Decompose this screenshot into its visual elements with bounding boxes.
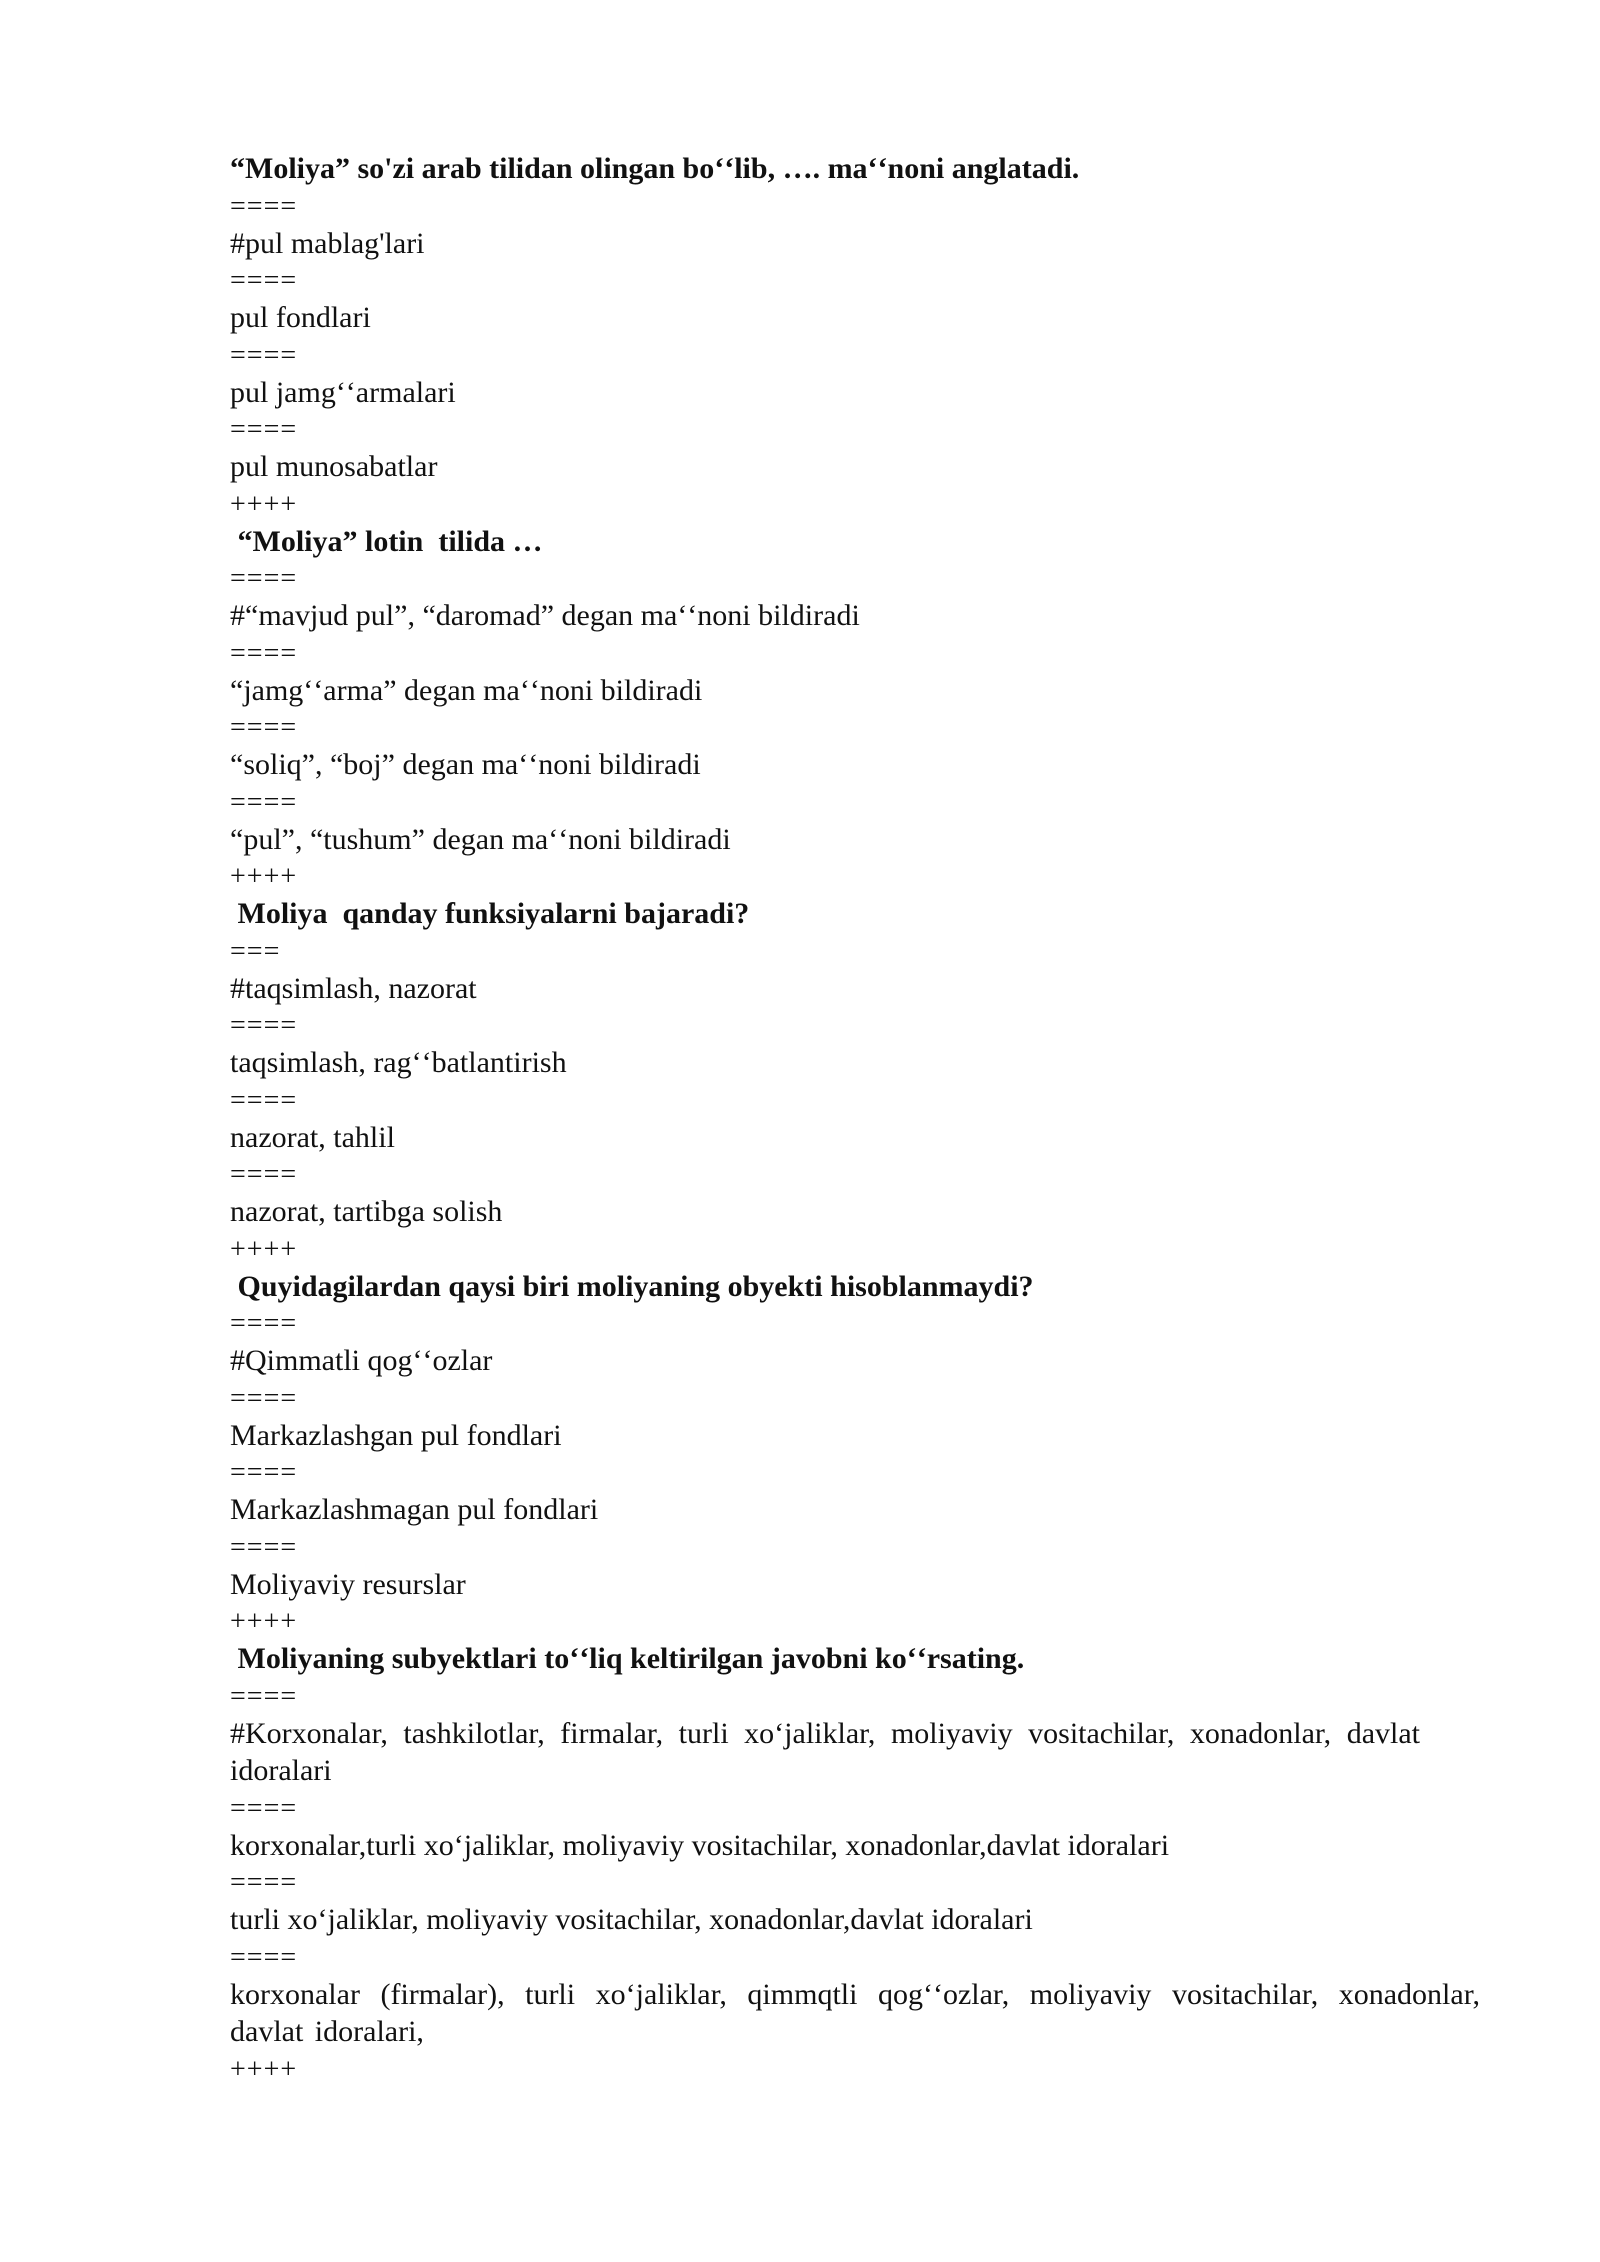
answer-separator: ==== xyxy=(230,1308,298,1339)
answer-separator: ==== xyxy=(230,1457,298,1488)
answer-4-4: Moliyaviy resurslar xyxy=(230,1567,466,1601)
answer-separator: === xyxy=(230,935,281,967)
answer-3-4: nazorat, tartibga solish xyxy=(230,1195,503,1228)
document-page xyxy=(230,150,1500,2088)
answer-separator: ==== xyxy=(230,1084,298,1116)
answer-3-2: taqsimlash, ragʻʻbatlantirish xyxy=(230,1046,567,1079)
question-end-marker: ++++ xyxy=(230,861,298,892)
answer-separator: ==== xyxy=(230,1941,298,1973)
question-end-marker: ++++ xyxy=(230,488,298,520)
question-4: Quyidagilardan qaysi biri moliyaning obyekti hisoblanmaydi? xyxy=(230,1269,1034,1303)
answer-4-1: #Qimmatli qogʻʻozlar xyxy=(230,1344,493,1377)
answer-4-2: Markazlashgan pul fondlari xyxy=(230,1418,562,1452)
answer-2-4: “pul”, “tushum” degan maʻʻnoni bildiradi xyxy=(230,822,731,856)
answer-separator: ==== xyxy=(230,1867,298,1898)
answer-1-2: pul fondlari xyxy=(230,301,371,334)
answer-2-3: “soliq”, “boj” degan maʻʻnoni bildiradi xyxy=(230,748,701,781)
answer-separator: ==== xyxy=(230,339,298,371)
answer-separator: ==== xyxy=(230,1680,298,1712)
answer-1-1: #pul mablag'lari xyxy=(230,226,425,260)
answer-1-4: pul munosabatlar xyxy=(230,450,438,483)
question-end-marker: ++++ xyxy=(230,1606,298,1637)
answer-separator: ==== xyxy=(230,414,298,445)
answer-1-3: pul jamgʻʻarmalari xyxy=(230,375,456,409)
answer-3-1: #taqsimlash, nazorat xyxy=(230,971,477,1005)
answer-separator: ==== xyxy=(230,1531,298,1563)
question-2: “Moliya” lotin tilida … xyxy=(230,524,543,558)
question-end-marker: ++++ xyxy=(230,2053,298,2085)
answer-5-4: korxonalar (firmalar), turli xo‘jaliklar, qimmqtli qogʻʻozlar, moliyaviy vositachilar, xonadonlar, davlat idoralari, xyxy=(230,1977,1480,2048)
answer-separator: ==== xyxy=(230,1159,298,1190)
answer-5-1: #Korxonalar, tashkilotlar, firmalar, turli xo‘jaliklar, moliyaviy vositachilar, xonadonlar, davlat idoralari xyxy=(230,1716,1420,1787)
answer-4-3: Markazlashmagan pul fondlari xyxy=(230,1493,599,1526)
answer-separator: ==== xyxy=(230,563,298,594)
answer-separator: ==== xyxy=(230,1382,298,1414)
question-1: “Moliya” so'zi arab tilidan olingan boʻʻlib, …. maʻʻnoni anglatadi. xyxy=(230,152,1080,185)
answer-3-3: nazorat, tahlil xyxy=(230,1120,395,1154)
question-end-marker: ++++ xyxy=(230,1233,298,1265)
answer-2-1: #“mavjud pul”, “daromad” degan maʻʻnoni bildiradi xyxy=(230,599,860,632)
answer-5-3: turli xo‘jaliklar, moliyaviy vositachilar, xonadonlar,davlat idoralari xyxy=(230,1903,1033,1936)
answer-2-2: “jamgʻʻarma” degan maʻʻnoni bildiradi xyxy=(230,673,703,707)
answer-separator: ==== xyxy=(230,1010,298,1041)
answer-separator: ==== xyxy=(230,190,298,222)
answer-separator: ==== xyxy=(230,637,298,669)
answer-separator: ==== xyxy=(230,1792,298,1824)
answer-separator: ==== xyxy=(230,712,298,743)
answer-separator: ==== xyxy=(230,786,298,818)
question-3: Moliya qanday funksiyalarni bajaradi? xyxy=(230,897,750,930)
answer-separator: ==== xyxy=(230,265,298,296)
question-5: Moliyaning subyektlari toʻʻliq keltirilgan javobni koʻʻrsating. xyxy=(230,1642,1025,1675)
answer-5-2: korxonalar,turli xo‘jaliklar, moliyaviy vositachilar, xonadonlar,davlat idoralari xyxy=(230,1828,1170,1862)
